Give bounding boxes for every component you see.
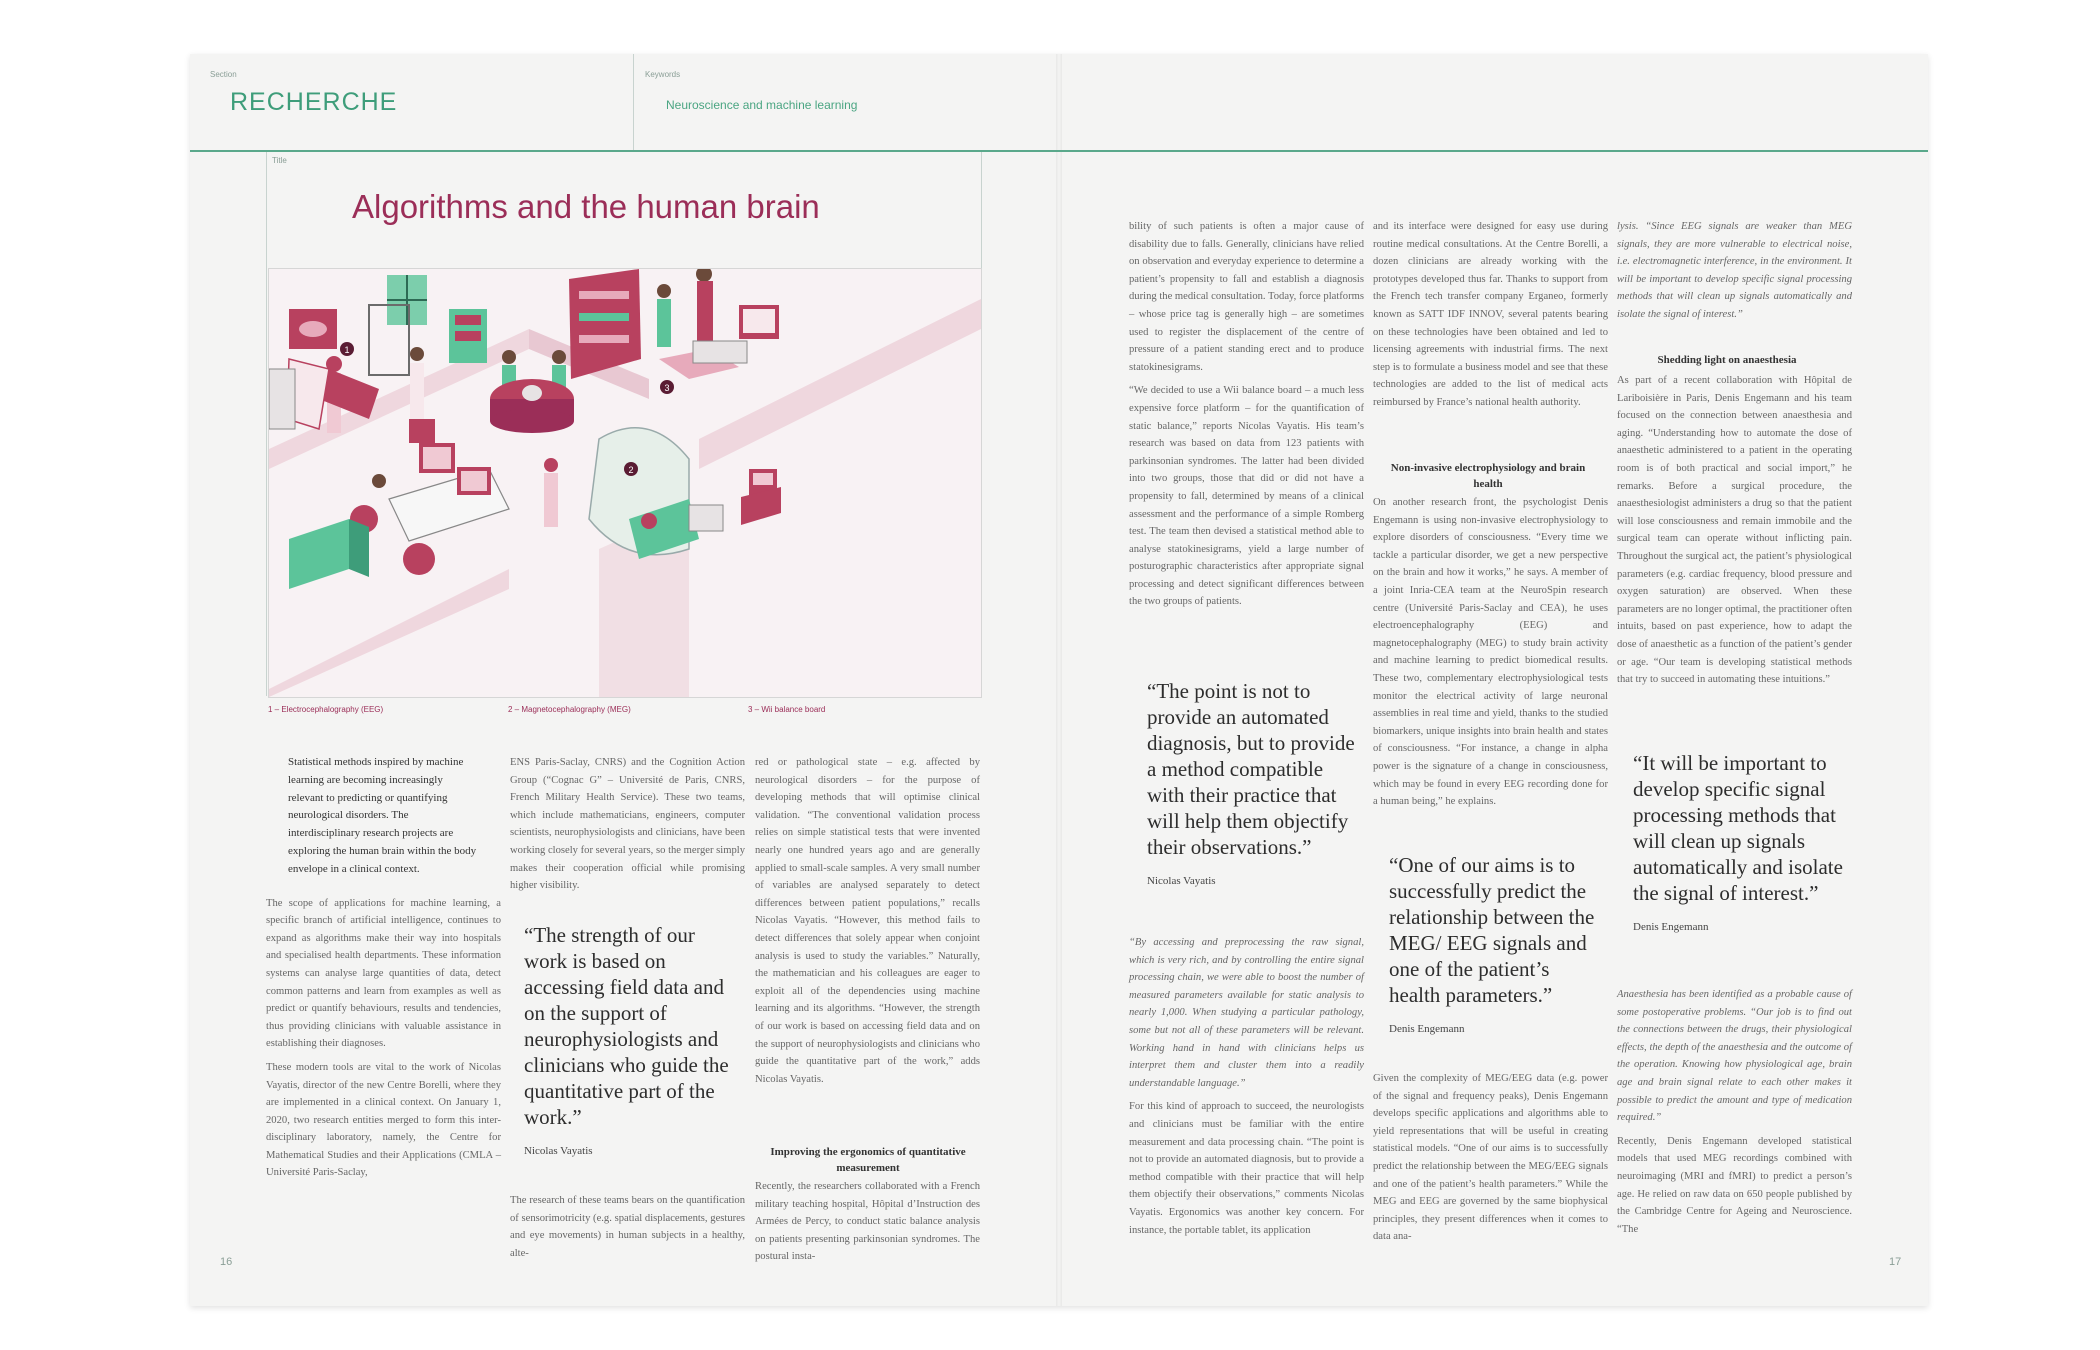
subheading-ergonomics: Improving the ergonomics of quantitative measurement [770,1146,966,1174]
marker-1-label: 1 [344,345,350,355]
body-paragraph: “By accessing and preprocessing the raw signal, which is very rich, and by controlling the entire signal processing chain, we were able to boost the number of measured parameters available for static analysis to nearly 1,000. When studying a particular pathology, some but not all of these parameters will be relevant. Working hand in hand with clinicians helps us interpret them and cluster them into a readily understandable language.” [1129,937,1364,1089]
keywords-label: Keywords [645,70,681,79]
caption-1: 1 – Electrocephalography (EEG) [268,705,384,714]
right-column-3-bottom [1617,986,1852,1244]
body-paragraph: “We decided to use a Wii balance board – a much less expensive force platform – for the quantification of static balance,” reports Nicolas Vayatis. His team’s research was based on data from 123 patients with parkinsonian syndromes. The latter had been divided into two groups, those that did or did not have a propensity to fall, determined by means of a clinical assessment and the performance of a simple Romberg test. The team then devised a statistical method able to analyse statokinesigrams, yield a large number of posturographic characteristics after appropriate signal processing and detect significant differences between the two groups of patients. [1129,385,1364,608]
pull-quote-text: “The point is not to provide an automated diagnosis, but to provide a method compatible with their practice that will help them objectify their observations.” [1147,679,1355,859]
body-paragraph: As part of a recent collaboration with Hôpital de Lariboisière in Paris, Denis Engemann and his team focused on the connection between anaesthesia and aging. “Understanding how to automate the dose of anaesthetic administered to a patient in the operating room is of both practical and social import,” he remarks. Before a surgical procedure, the anaesthesiologist administers a drug so that the patient will lose consciousness and remain immobile and the surgical team can operate without inflicting pain. Throughout the surgical act, the patient’s physiological parameters (e.g. cardiac frequency, blood pressure and oxygen saturation) are observed. When these parameters are no longer optimal, the practitioner often intuits, based on past experience, how to adapt the dose of anaesthetic as a function of the patient’s gender or age. “Our team is developing statistical methods that try to succeed in automating these intuitions.” [1617,375,1852,686]
right-column-1 [1129,218,1364,617]
keywords-divider [633,54,634,150]
pull-quote-1 [524,922,739,1164]
isometric-lab-scene [269,269,981,697]
left-column-2-bottom [510,1192,745,1268]
pull-quote-4 [1633,750,1848,940]
body-paragraph: and its interface were designed for easy use during routine medical consultations. At the Centre Borelli, a dozen clinicians are already working with the prototypes developed thus far. Thanks to support from the French tech transfer company Erganeo, formerly known as SATT IDF INNOV, several patents bearing on these technologies have been obtained and led to licensing agreements with industrial firms. The next step is to formulate a business model and see that these technologies are added to the list of medical acts reimbursed by France’s national health authority. [1373,221,1608,408]
pull-quote-3 [1389,852,1604,1042]
body-paragraph: Recently, the researchers collaborated with a French military teaching hospital, Hôpital d’Instruction des Armées de Percy, to conduct static balance analysis on patients presenting parkinsonian syndromes. The postural insta- [755,1181,980,1263]
body-paragraph: lysis. “Since EEG signals are weaker than MEG signals, they are more vulnerable to electrical noise, i.e. electromagnetic interference, in the environment. It will be important to develop specific signal processing methods that will clean up signals automatically and isolate the signal of interest.” [1617,221,1852,320]
left-page [190,54,1059,1306]
article-title: Algorithms and the human brain [352,188,820,225]
caption-2: 2 – Magnetocephalography (MEG) [508,705,631,714]
right-column-2 [1373,218,1608,418]
lead-paragraph: Statistical methods inspired by machine learning are becoming increasingly relevant to predicting or quantifying neurological disorders. The interdisciplinary research projects are exploring the human brain within the body envelope in a clinical context. [288,756,477,875]
right-column-3 [1617,218,1852,330]
caption-3: 3 – Wii balance board [748,705,826,714]
folio-left: 16 [220,1256,233,1268]
pull-quote-2 [1147,678,1362,894]
left-column-2 [510,754,745,901]
folio-right: 17 [1889,1256,1902,1268]
lab-illustration [268,268,982,698]
right-column-2-bottom [1373,1070,1608,1252]
title-label: Title [272,156,287,165]
body-paragraph: bility of such patients is often a major cause of disability due to falls. Generally, clinicians have relied on observation and everyday experience to determine a patient’s propensity to fall and establish a diagnosis during the medical consultation. Today, force platforms – whose price tag is generally high – are sometimes used to register the displacement of the centre of pressure of a patient standing erect and to produce statokinesigrams. [1129,221,1364,373]
left-column-3-bottom [755,1178,980,1272]
body-paragraph: On another research front, the psychologist Denis Engemann is using non-invasive electrophysiology to explore disorders of consciousness. “Every time we tackle a particular disorder, we get a new perspective on the brain and how it works,” he says. A member of a joint Inria-CEA team at the NeuroSpin research centre (Université Paris-Saclay and CEA), he uses electroencephalography (EEG) and magnetocephalography (MEG) to study brain activity and machine learning to predict biomedical results. These two, complementary electrophysiological tests monitor the electrical activity of large neuronal assemblies in real time and yield, thanks to the studied biomarkers, unique insights into brain health and states of consciousness. “For instance, a change in alpha power is the signature of a change in consciousness, which may be found in every EEG recording done for a human being,” he explains. [1373,497,1608,808]
pull-quote-text: “It will be important to develop specific signal processing methods that will clean up signals automatically and isolate the signal of interest.” [1633,751,1843,905]
marker-2-label: 2 [628,465,634,475]
section-label: Section [210,70,237,79]
pull-quote-text: “One of our aims is to successfully predict the relationship between the MEG/ EEG signals and one of the patient’s health parameters.” [1389,853,1595,1007]
right-page [1059,54,1928,1306]
magazine-spread [190,54,1928,1306]
marker-3-label: 3 [664,383,670,393]
body-paragraph: The research of these teams bears on the quantification of sensorimotricity (e.g. spatial displacements, gestures and eye movements) in human subjects in a healthy, alte- [510,1195,745,1259]
pull-quote-attribution: Denis Engemann [1633,921,1709,933]
body-paragraph: ENS Paris-Saclay, CNRS) and the Cognition Action Group (“Cognac G” – Université de Paris, CNRS, French Military Health Service). These two teams, which include mathematicians, engineers, computer scientists, neurophysiologists and clinicians, have been working closely for several years, so the merger simply makes their cooperation official while promising higher visibility. [510,757,745,892]
right-column-2-mid [1373,494,1608,817]
pull-quote-attribution: Nicolas Vayatis [1147,875,1216,887]
right-column-1-bottom [1129,934,1364,1245]
pull-quote-text: “The strength of our work is based on accessing field data and on the support of neurophysiologists and clinicians who guide the quantitative part of the work.” [524,923,729,1129]
body-paragraph: For this kind of approach to succeed, the neurologists and clinicians must be familiar with the entire measurement and data processing chain. “The point is not to provide an automated diagnosis, but to provide a method compatible with their practice that will help them objectify their observations,” comments Nicolas Vayatis. Ergonomics was another key concern. For instance, the portable tablet, its application [1129,1101,1364,1236]
body-paragraph: These modern tools are vital to the work of Nicolas Vayatis, director of the new Centre Borelli, where they are implemented in a clinical context. On January 1, 2020, two research entities merged to form this inter-disciplinary laboratory, namely, the Centre for Mathematical Studies and their Applications (CMLA – Université Paris-Saclay, [266,1061,501,1179]
body-paragraph: Given the complexity of MEG/EEG data (e.g. power of the signal and frequency peaks), Denis Engemann develops specific applications and algorithms able to yield representations that will be useful in creating statistical models. “One of our aims is to successfully predict the relationship between the MEG/EEG signals and one of the patient’s health parameters.” While the MEG and EEG are governed by the same biophysical principles, they present differences when it comes to data ana- [1373,1073,1608,1243]
body-paragraph: Anaesthesia has been identified as a probable cause of some postoperative problems. “Our job is to find out the connections between the drugs, their physiological effects, the depth of the anaesthesia and the outcome of the operation. Knowing how physiological age, brain age and brain signal relate to each other makes it possible to predict the amount and type of medication required.” [1617,989,1852,1124]
keywords-value: Neuroscience and machine learning [666,98,858,112]
left-column-1 [266,754,501,1188]
pull-quote-attribution: Denis Engemann [1389,1023,1465,1035]
pull-quote-attribution: Nicolas Vayatis [524,1145,593,1157]
subheading-anaesthesia: Shedding light on anaesthesia [1657,354,1797,366]
body-paragraph: red or pathological state – e.g. affected by neurological disorders – for the purpose of developing methods that will optimise clinical validation. “The conventional validation process relies on simple statistical tests that were invented nearly one hundred years ago and are generally applied to small-scale samples. A very small number of variables are analysed separately to detect differences between patient populations,” recalls Nicolas Vayatis. “However, this method fails to detect differences that solely appear when conjoint analysis is used to study the variables.” Naturally, the mathematician and his colleagues are eager to exploit all of the dependencies using machine learning and its algorithms. “However, the strength of our work is based on accessing field data and on the support of neurophysiologists and clinicians who guide the quantitative part of the work,” adds Nicolas Vayatis. [755,757,980,1085]
body-paragraph: The scope of applications for machine learning, a specific branch of artificial intelligence, continues to expand as algorithms make their way into hospitals and specialised health departments. These information systems can analyse large quantities of data, detect common patterns and learn from examples as well as predict or quantify behaviours, results and tendencies, thus providing clinicians with valuable assistance in establishing their diagnoses. [266,897,501,1050]
body-paragraph: Recently, Denis Engemann developed statistical models that used MEG recordings combined with neuroimaging (MRI and fMRI) to predict a person’s age. He relied on raw data on 650 people published by the Cambridge Centre for Ageing and Neuroscience. “The [1617,1135,1852,1235]
right-column-3-mid [1617,372,1852,695]
subheading-electrophysiology: Non-invasive electrophysiology and brain health [1390,462,1586,490]
section-name: RECHERCHE [230,88,398,116]
left-column-3 [755,754,980,1094]
